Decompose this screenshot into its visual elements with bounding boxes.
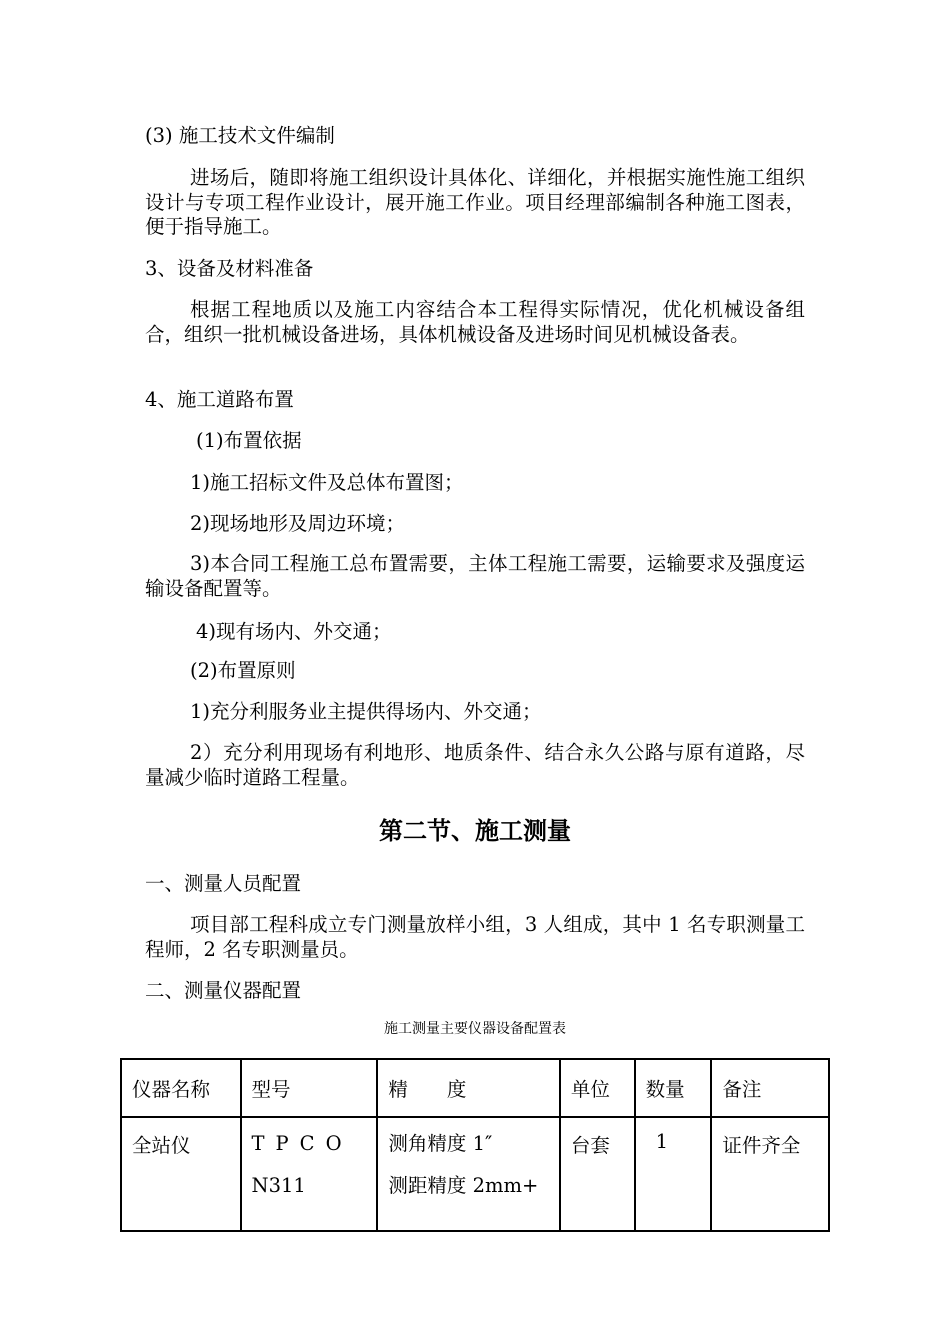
sec4-title: 4、施工道路布置 [145,388,294,411]
header-cell-remark: 备注 [711,1059,829,1117]
principle-title: (2)布置原则 [190,659,296,682]
header-cell-name: 仪器名称 [121,1059,241,1117]
cell-precision-line1: 测角精度 1″ [388,1132,493,1155]
instrument-title: 二、测量仪器配置 [145,979,302,1002]
cell-model-line2: N311 [251,1174,306,1197]
principle-item-2 [145,741,805,790]
cell-name: 全站仪 [121,1117,241,1231]
item3-paragraph [145,166,805,240]
table-row [121,1117,829,1231]
header-cell-unit: 单位 [560,1059,635,1117]
cell-model [241,1117,378,1231]
sec3-para-line2: 设备组合，组织一批机械设备进场，具体机械设备及进场时间见机械 [145,298,805,346]
staff-para-line1: 项目部工程科成立专门测量放样小组，3 人组成，其中 1 名专职 [190,913,747,936]
basis-3-line2: 及强度运输设备配置等。 [145,552,805,600]
table-header-row [121,1059,829,1117]
instrument-table [120,1058,830,1232]
sec3-para-line1: 根据工程地质以及施工内容结合本工程得实际情况，优化机械 [190,298,745,321]
section-heading: 第二节、施工测量 [379,817,571,845]
header-cell-model: 型号 [241,1059,378,1117]
cell-precision [377,1117,559,1231]
basis-item-4: 4)现有场内、外交通； [196,620,392,643]
header-cell-precision: 精 度 [377,1059,559,1117]
cell-model-line1: TPCO [251,1132,353,1155]
item3-title: (3) 施工技术文件编制 [145,124,335,147]
sec3-title: 3、设备及材料准备 [145,257,314,280]
basis-3-line1: 3)本合同工程施工总布置需要，主体工程施工需要，运输要求 [190,552,726,575]
basis-item-2: 2)现场地形及周边环境； [190,512,406,535]
basis-item-3 [145,552,805,601]
staff-para-line2: 测量工程师，2 名专职测量员。 [145,913,805,961]
principle-item-1: 1)充分利服务业主提供得场内、外交通； [190,700,542,723]
item3-para-line2: 工组织设计与专项工程作业设计，展开施工作业。项目经理部编制各 [145,166,805,214]
basis-title: (1)布置依据 [196,429,302,452]
table-caption: 施工测量主要仪器设备配置表 [384,1021,566,1037]
staff-paragraph [145,913,805,962]
header-cell-qty: 数量 [635,1059,712,1117]
cell-qty: 1 [635,1117,712,1231]
item3-para-line3: 种施工图表，便于指导施工。 [145,190,805,238]
sec3-para-line3: 设备表。 [671,322,750,346]
cell-remark: 证件齐全 [711,1117,829,1231]
principle-2-line1: 2）充分利用现场有利地形、地质条件、结合永久公路与原有道 [190,741,746,764]
cell-unit: 台套 [560,1117,635,1231]
sec3-paragraph [145,298,805,347]
principle-2-line2: 路，尽量减少临时道路工程量。 [145,741,805,789]
basis-item-1: 1)施工招标文件及总体布置图； [190,471,464,494]
staff-title: 一、测量人员配置 [145,872,302,895]
cell-precision-line2: 测距精度 2mm+ [388,1174,539,1197]
item3-para-line1: 进场后，随即将施工组织设计具体化、详细化，并根据实施性施 [190,166,746,189]
